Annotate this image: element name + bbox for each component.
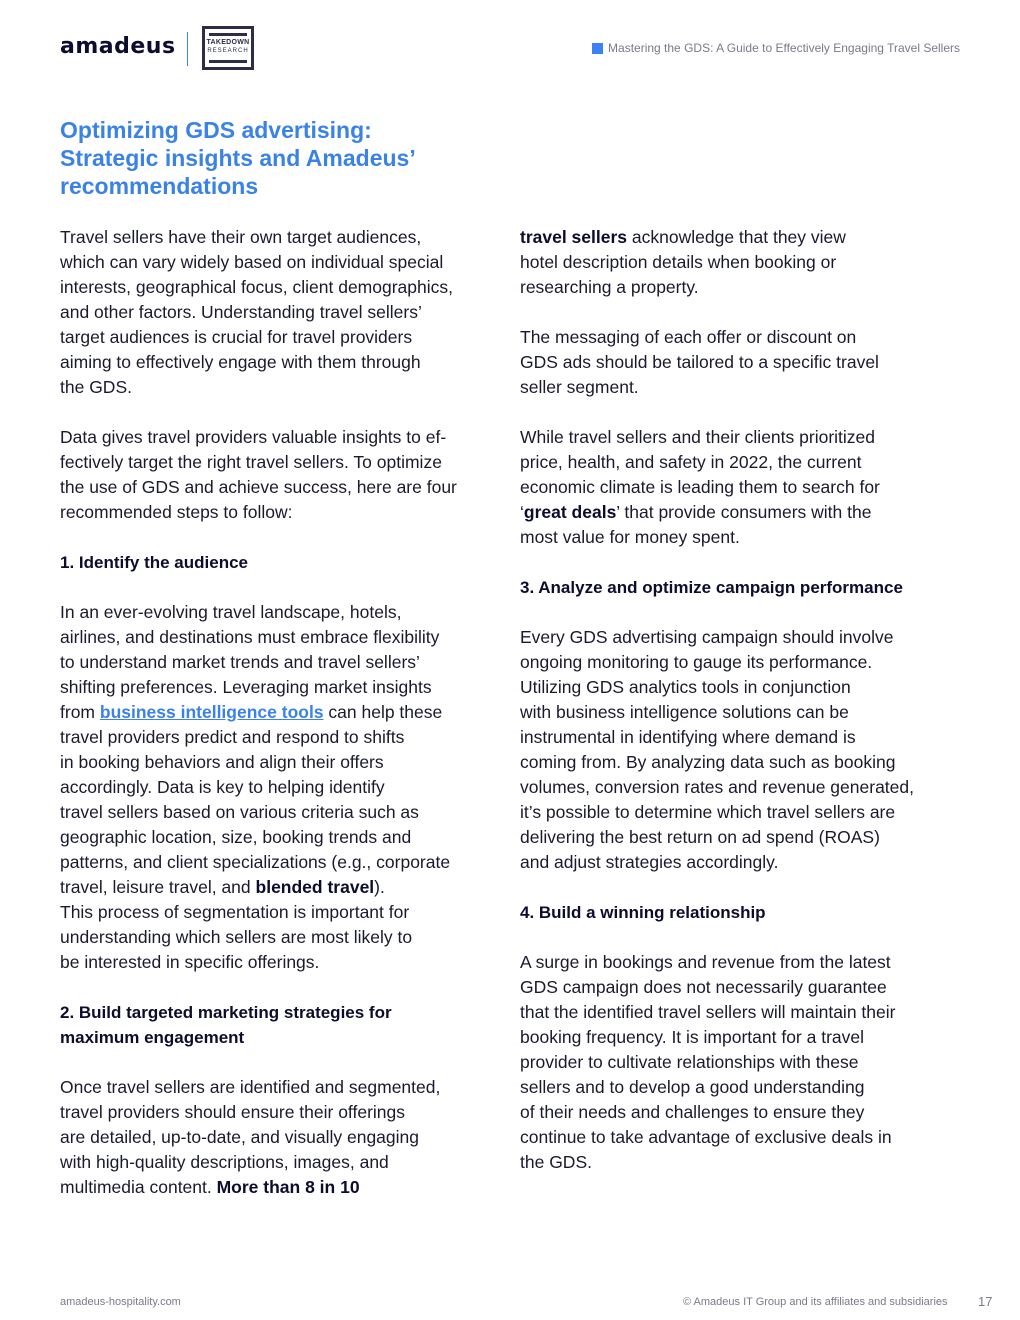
text-fragment: can help these [323,702,443,722]
text-line: Travel sellers have their own target audiences, [60,227,422,247]
takedown-research-logo [202,26,254,70]
text-line-with-link [60,700,505,725]
document-title-text: Mastering the GDS: A Guide to Effectively Engaging Travel Sellers [608,41,960,55]
amadeus-logo: amadeus [60,34,176,59]
text-line: provider to cultivate relationships with these [520,1052,859,1072]
text-line: patterns, and client specializations (e.g., corporate [60,852,451,872]
text-line: fectively target the right travel sellers. To optimize [60,452,442,472]
text-line: booking frequency. It is important for a travel [520,1027,865,1047]
text-line: in booking behaviors and align their offers [60,752,384,772]
text-line: In an ever-evolving travel landscape, hotels, [60,602,402,622]
logo-text-research: RESEARCH [207,48,249,54]
text-line [60,1175,505,1200]
text-line: aiming to effectively engage with them through [60,352,421,372]
text-fragment: acknowledge that they view [627,227,846,247]
text-line: travel providers should ensure their offerings [60,1102,406,1122]
section-heading: 1. Identify the audience [60,553,248,572]
text-line: A surge in bookings and revenue from the latest [520,952,891,972]
text-line: interests, geographical focus, client demographics, [60,277,453,297]
text-fragment: multimedia content. [60,1177,217,1197]
text-line: GDS ads should be tailored to a specific travel [520,352,879,372]
text-fragment: ). [374,877,385,897]
document-title [592,41,960,55]
text-line: of their needs and challenges to ensure they [520,1102,865,1122]
text-line: coming from. By analyzing data such as booking [520,752,896,772]
section-heading: 3. Analyze and optimize campaign performance [520,578,903,597]
text-line: The messaging of each offer or discount on [520,327,857,347]
bold-text: travel sellers [520,227,628,247]
text-line: Data gives travel providers valuable insights to ef- [60,427,447,447]
text-line [60,875,505,900]
section-heading: 4. Build a winning relationship [520,903,766,922]
text-line: volumes, conversion rates and revenue generated, [520,777,914,797]
text-line: travel providers predict and respond to shifts [60,727,405,747]
text-fragment: travel, leisure travel, and [60,877,256,897]
section-heading: 2. Build targeted marketing strategies for [60,1003,392,1022]
text-line: with high-quality descriptions, images, and [60,1152,389,1172]
text-line: the GDS. [520,1152,592,1172]
logo-bar-top [209,33,247,36]
text-line: This process of segmentation is important for [60,902,410,922]
text-line: economic climate is leading them to search for [520,477,880,497]
text-line: recommended steps to follow: [60,502,293,522]
square-bullet-icon [592,43,603,54]
text-line: with business intelligence solutions can be [520,702,849,722]
text-line: price, health, and safety in 2022, the current [520,452,862,472]
text-line: sellers and to develop a good understanding [520,1077,865,1097]
text-line: the GDS. [60,377,132,397]
text-line: continue to take advantage of exclusive deals in [520,1127,892,1147]
left-column [60,225,505,1200]
text-fragment: ’ that provide consumers with the [616,502,872,522]
business-intelligence-tools-link[interactable]: business intelligence tools [99,702,324,722]
page-title-line: recommendations [60,173,259,199]
text-line: travel sellers based on various criteria such as [60,802,419,822]
text-line: are detailed, up-to-date, and visually engaging [60,1127,419,1147]
page-number: 17 [978,1294,993,1309]
bold-text: More than 8 in 10 [216,1177,360,1197]
text-line: Utilizing GDS analytics tools in conjunction [520,677,851,697]
text-line: and adjust strategies accordingly. [520,852,779,872]
text-line: Once travel sellers are identified and segmented, [60,1077,441,1097]
text-line: seller segment. [520,377,639,397]
text-line: GDS campaign does not necessarily guarantee [520,977,887,997]
text-line: and other factors. Understanding travel sellers’ [60,302,422,322]
footer-website[interactable]: amadeus-hospitality.com [60,1296,181,1308]
logo-bar-bottom [209,60,247,63]
page-header [0,0,1020,90]
text-line: target audiences is crucial for travel providers [60,327,413,347]
text-line: which can vary widely based on individual special [60,252,444,272]
text-line: it’s possible to determine which travel sellers are [520,802,896,822]
footer-copyright: © Amadeus IT Group and its affiliates and subsidiaries [683,1296,948,1308]
text-line: ongoing monitoring to gauge its performance. [520,652,873,672]
page-title-line: Strategic insights and Amadeus’ [60,145,416,171]
page-title-line: Optimizing GDS advertising: [60,117,372,143]
text-line [520,225,965,250]
text-line: that the identified travel sellers will maintain their [520,1002,896,1022]
text-line: hotel description details when booking or [520,252,837,272]
text-line: understanding which sellers are most likely to [60,927,413,947]
text-line: researching a property. [520,277,699,297]
text-line: to understand market trends and travel sellers’ [60,652,420,672]
text-line [520,500,965,525]
text-fragment: from [60,702,100,722]
text-line: delivering the best return on ad spend (ROAS) [520,827,880,847]
text-line: accordingly. Data is key to helping identify [60,777,385,797]
section-heading: maximum engagement [60,1028,245,1047]
bold-text: blended travel [255,877,375,897]
text-line: instrumental in identifying where demand is [520,727,856,747]
text-line: While travel sellers and their clients prioritized [520,427,875,447]
text-line: geographic location, size, booking trends and [60,827,412,847]
logo-text-takedown: TAKEDOWN [206,39,250,46]
text-line: airlines, and destinations must embrace flexibility [60,627,440,647]
text-line: be interested in specific offerings. [60,952,320,972]
logo-divider [187,32,188,66]
right-column [520,225,965,1175]
bold-text: great deals [523,502,617,522]
text-line: shifting preferences. Leveraging market insights [60,677,432,697]
text-fragment: ‘ [520,502,524,522]
text-line: Every GDS advertising campaign should involve [520,627,894,647]
page-title [60,116,520,200]
text-line: the use of GDS and achieve success, here are four [60,477,457,497]
text-line: most value for money spent. [520,527,740,547]
